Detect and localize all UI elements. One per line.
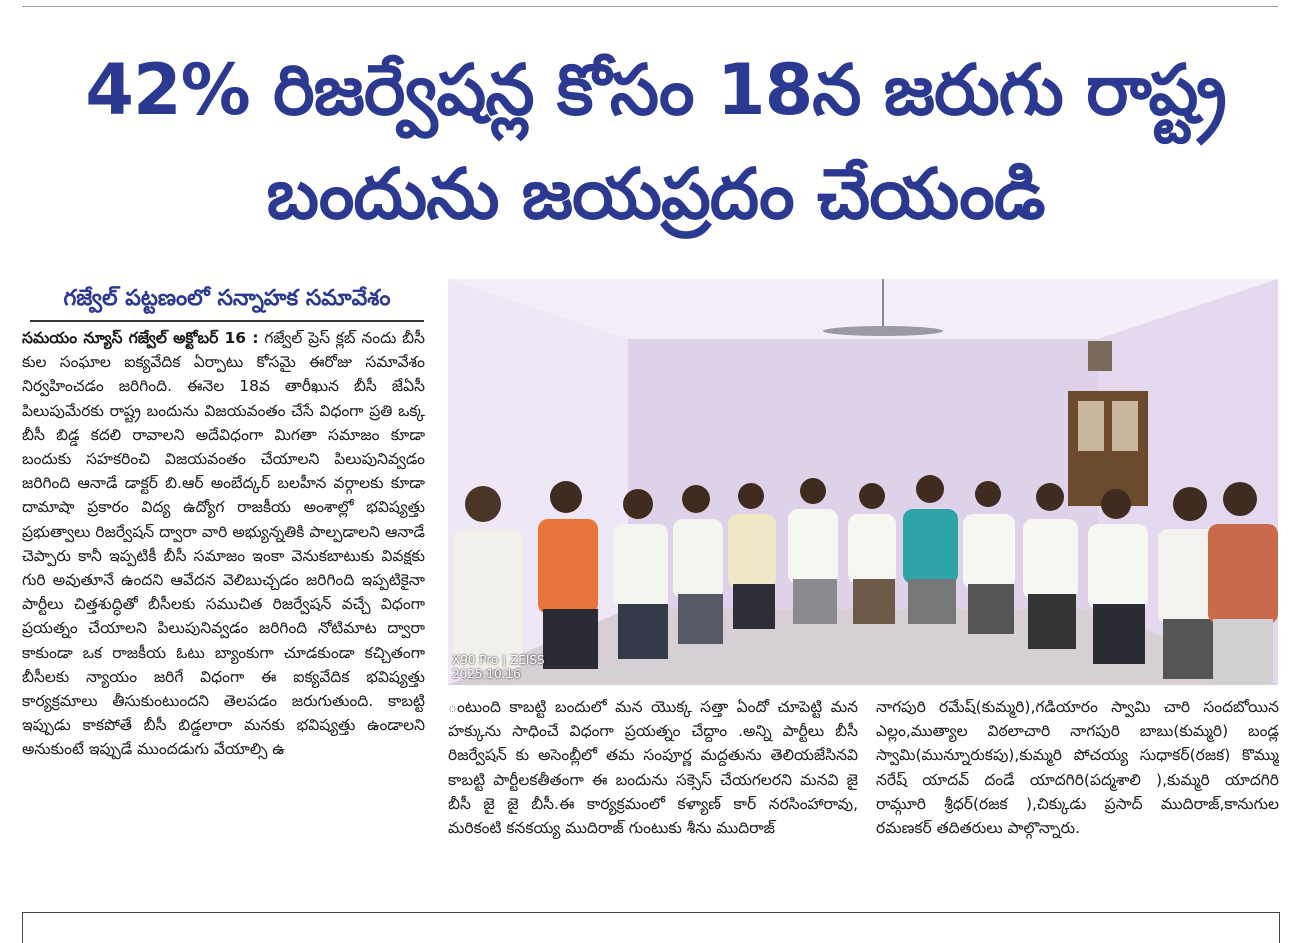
camera-watermark [452, 653, 545, 681]
meeting-photo-illustration [448, 279, 1278, 685]
meeting-photo [448, 279, 1278, 685]
next-article-frame [22, 912, 1280, 943]
headline-line-2: బందును జయప్రదం చేయండి [266, 153, 1045, 235]
column-1-text: గజ్వేల్ ప్రెస్ క్లబ్ నందు బీసీ కుల సంఘాల ఐక్యవేదిక ఏర్పాటు కోసమై ఈరోజు సమావేశం నిర్వహించడం జరిగింది. ఈనెల 18వ తారీఖున బీసీ జేఏసీ పిలుపుమేరకు రాష్ట్ర బందును విజయవంతం చేసే విధంగా ప్రతి ఒక్క బీసీ బిడ్డ కదలి రావాలని అదేవిధంగా మిగతా సమాజం కూడా బందుకు సహకరించి విజయవంతం చేయాలని పిలుపునివ్వడం జరిగింది ఆనాడే డాక్టర్ బి.ఆర్ అంబేద్కర్ బలహీన వర్గాలకు కూడా దామాషా ప్రకారం విద్య ఉద్యోగ రాజకీయ అంశాల్లో భవిష్యత్తు ప్రభుత్వాలు రిజర్వేషన్ ద్వారా వారి అభ్యున్నతికి పాల్పడాలని ఆనాడే చెప్పారు కానీ ఇప్పటికీ బీసీ సమాజం ఇంకా వెనుకబాటుకు వివక్షకు గురి అవుతూనే ఉందని ఆవేదన వెలిబుచ్చడం జరిగింది ఇప్పటికైనా పార్టీలు చిత్తశుద్ధితో బీసీలకు సముచిత రిజర్వేషన్ వచ్చే విధంగా ప్రయత్నం చేయాలని పిలుపునివ్వడం జరిగింది నోటిమాట ద్వారా కాకుండా ఒక రాజకీయ ఓటు బ్యాంకుగా చూడకుండా కచ్చితంగా బీసీలకు న్యాయం జరిగే విధంగా ఈ ఐక్యవేదిక భవిష్యత్తు కార్యక్రమాలు తీసుకుంటుందని తెలపడం జరుగుతుంది. కాబట్టి ఇప్పుడు కాకపోతే బీసీ బిడ్డలారా మనకు భవిష్యత్తు ఉండాలని అనుకుంటే ఇప్పుడే ముందడుగు వేయాల్సి ఉ [22, 329, 425, 759]
subheadline-rule [30, 320, 424, 322]
article-column-3: నాగపురి రమేష్(కుమ్మరి),గడియారం స్వామి చారి సందబోయిన ఎల్లం,ముత్యాల విఠలాచారి నాగపురి బాబు(కుమ్మరి) బండ్ల స్వామి(మున్నూరుకపు),కుమ్మరి పోచయ్య సుధాకర్(రజక) కొమ్ము నరేష్ యాదవ్ దండే యాదగిరి(పద్మశాలి ),కుమ్మరి యాదగిరి రామ్గూరి శ్రీధర్(రజక ),చిక్కుడు ప్రసాద్ ముదిరాజ్,కానుగుల రమణకర్ తదితరులు పాల్గొన్నారు. [876, 698, 1279, 838]
headline-line-1: 42% రిజర్వేషన్ల కోసం 18న జరుగు రాష్ట్ర [85, 49, 1226, 131]
top-rule [22, 6, 1278, 7]
camera-watermark-timestamp: 2025.10.16 [452, 667, 521, 681]
camera-watermark-model: X90 Pro | ZEISS [452, 653, 545, 667]
subheadline: గజ్వేల్ పట్టణంలో సన్నాహక సమావేశం [63, 286, 391, 311]
article-column-1 [22, 326, 425, 891]
dateline: సమయం న్యూస్ గజ్వేల్ అక్టోబర్ 16 : [22, 329, 259, 347]
article-column-2: ంటుంది కాబట్టి బందులో మన యొక్క సత్తా ఏందో చూపెట్టి మన హక్కును సాధించే విధంగా ప్రయత్నం చేద్దాం .అన్ని పార్టీలు బీసీ రిజర్వేషన్ కు అసెంబ్లీలో తమ సంపూర్ణ మద్దతును తెలియజేసినవి కాబట్టి పార్టీలకతీతంగా ఈ బందును సక్సెస్ చేయగలరని మనవి జై బీసీ జై జై బీసీ.ఈ కార్యక్రమంలో కళ్యాణ్ కార్ నరసింహారావు, మరికంటి కనకయ్య ముదిరాజ్ గుంటుకు శీను ముదిరాజ్ [448, 698, 858, 838]
